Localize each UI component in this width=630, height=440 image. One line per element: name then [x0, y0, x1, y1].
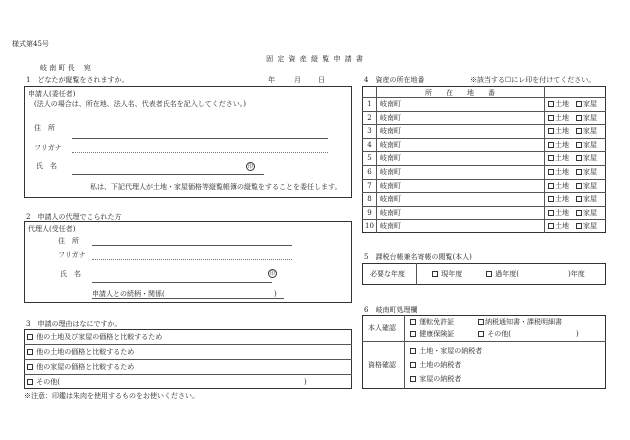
applicant-name-field[interactable]: [72, 174, 264, 175]
applicant-name-label: 氏 名: [36, 162, 57, 170]
reason-option-3[interactable]: [27, 363, 134, 371]
land-checkbox-option[interactable]: [548, 100, 569, 108]
identity-option-other[interactable]: [478, 330, 511, 338]
section1-heading: 1 どなたが縦覧をされますか。: [26, 76, 129, 84]
land-label: 土地: [555, 154, 569, 163]
table-row-divider: [362, 124, 606, 125]
land-label: 土地: [555, 195, 569, 204]
agent-furigana-field[interactable]: [92, 259, 292, 260]
seal-note: ※注意：印鑑は朱肉を使用するものをお使いください。: [24, 392, 199, 400]
applicant-furigana-field[interactable]: [72, 152, 328, 153]
checkbox-icon[interactable]: [548, 128, 554, 134]
house-label: 家屋: [583, 222, 597, 231]
house-label: 家屋: [583, 181, 597, 190]
house-label: 家屋: [583, 208, 597, 217]
addressee: 岐 南 町 長 宛: [40, 64, 91, 72]
qualification-option-label: 土地・家屋の納税者: [419, 347, 483, 355]
reason-divider: [24, 359, 352, 360]
identity-option-label: 運転免許証: [419, 318, 455, 326]
table-row-divider: [362, 179, 606, 180]
checkbox-icon[interactable]: [576, 115, 582, 121]
land-label: 土地: [555, 113, 569, 122]
agent-seal-icon: 印: [269, 271, 275, 277]
identity-label: 本人確認: [368, 324, 396, 332]
applicant-label: 申請人(委任者): [28, 90, 76, 98]
agent-label: 代理人(受任者): [28, 225, 76, 233]
land-label: 土地: [555, 127, 569, 136]
checkbox-icon[interactable]: [548, 169, 554, 175]
check-note: ※該当する☐にレ印を付けてください。: [470, 76, 596, 84]
checkbox-icon[interactable]: [410, 319, 416, 325]
house-checkbox-option[interactable]: [576, 127, 597, 135]
qualification-option-label: 家屋の納税者: [419, 375, 462, 383]
checkbox-icon[interactable]: [548, 101, 554, 107]
table-row-divider: [362, 151, 606, 152]
table-row-divider: [362, 219, 606, 220]
qualification-option-both[interactable]: [410, 347, 482, 355]
relation-close: ): [274, 290, 277, 298]
house-checkbox-option[interactable]: [576, 141, 597, 149]
land-label: 土地: [555, 140, 569, 149]
table-row-location: 岐南町: [380, 181, 401, 190]
house-checkbox-option[interactable]: [576, 222, 597, 230]
table-row-location: 岐南町: [380, 222, 401, 231]
identity-option-license[interactable]: [410, 318, 454, 326]
table-row-divider: [362, 138, 606, 139]
identity-option-label: その他(: [487, 330, 511, 338]
qualification-option-label: 土地の納税者: [419, 361, 462, 369]
agent-name-label: 氏 名: [60, 270, 81, 278]
section5-heading: 5 課税台帳兼名寄帳の閲覧(本人): [364, 253, 472, 261]
checkbox-icon[interactable]: [410, 362, 416, 368]
table-row-number: 2: [367, 113, 372, 122]
house-label: 家屋: [583, 195, 597, 204]
table-divider: [376, 86, 377, 233]
section3-heading: 3 申請の理由はなにですか。: [26, 320, 122, 328]
land-label: 土地: [555, 181, 569, 190]
applicant-address-label: 住 所: [34, 124, 55, 132]
table-row-number: 6: [367, 168, 372, 176]
checkbox-icon[interactable]: [548, 196, 554, 202]
checkbox-icon[interactable]: [548, 142, 554, 148]
house-label: 家屋: [583, 154, 597, 163]
qualification-option-land[interactable]: [410, 361, 461, 369]
delegation-statement: 私は、下記代理人が土地・家屋価格等縦覧帳簿の縦覧をすることを委任します。: [90, 183, 342, 191]
checkbox-icon[interactable]: [576, 128, 582, 134]
house-checkbox-option[interactable]: [576, 154, 597, 162]
land-checkbox-option[interactable]: [548, 168, 569, 176]
table-row-number: 4: [367, 140, 372, 149]
house-checkbox-option[interactable]: [576, 182, 597, 190]
agent-address-label: 住 所: [58, 237, 79, 245]
checkbox-icon[interactable]: [410, 376, 416, 382]
identity-option-label: 納税通知書・課税明細書: [485, 318, 562, 326]
relation-field[interactable]: [92, 298, 284, 299]
reason-other-close: ): [304, 378, 307, 386]
agent-address-field[interactable]: [92, 245, 292, 246]
section6-heading: 6 岐南町処理欄: [364, 306, 418, 314]
table-row-location: 岐南町: [380, 208, 401, 217]
land-checkbox-option[interactable]: [548, 209, 569, 217]
checkbox-icon[interactable]: [548, 115, 554, 121]
table-row-location: 岐南町: [380, 113, 401, 122]
form-number: 様式第45号: [12, 40, 49, 48]
house-label: 家屋: [583, 127, 597, 136]
house-checkbox-option[interactable]: [576, 195, 597, 203]
qualification-option-house[interactable]: [410, 375, 461, 383]
table-row-number: 10: [365, 222, 374, 231]
reason-option-label: 他の土地及び家屋の価格と比較するため: [36, 333, 163, 341]
land-checkbox-option[interactable]: [548, 141, 569, 149]
checkbox-icon[interactable]: [576, 101, 582, 107]
applicant-seal-icon: 印: [247, 164, 253, 170]
checkbox-icon[interactable]: [576, 155, 582, 161]
checkbox-icon[interactable]: [27, 334, 33, 340]
table-row-location: 岐南町: [380, 127, 401, 136]
past-year-label: 過年度(: [495, 270, 519, 278]
reason-option-label: その他(: [36, 378, 60, 386]
reason-divider: [24, 374, 352, 375]
table-row-divider: [362, 165, 606, 166]
agent-name-field[interactable]: [92, 282, 272, 283]
reason-option-1[interactable]: [27, 333, 162, 341]
year-label: 必要な年度: [370, 270, 405, 278]
land-checkbox-option[interactable]: [548, 195, 569, 203]
applicant-instruction: (法人の場合は、所在地、法人名、代表者氏名を記入してください。): [34, 100, 246, 108]
checkbox-icon[interactable]: [478, 319, 484, 325]
checkbox-icon[interactable]: [576, 169, 582, 175]
land-checkbox-option[interactable]: [548, 182, 569, 190]
table-row-number: 9: [367, 208, 372, 217]
date-day-label: 日: [318, 76, 325, 84]
house-label: 家屋: [583, 140, 597, 149]
current-year-label: 現年度: [441, 270, 463, 278]
land-checkbox-option[interactable]: [548, 154, 569, 162]
table-row-number: 3: [367, 127, 372, 136]
land-checkbox-option[interactable]: [548, 127, 569, 135]
table-row-number: 1: [367, 100, 372, 108]
checkbox-icon[interactable]: [576, 223, 582, 229]
agent-furigana-label: フリガナ: [58, 251, 86, 259]
date-year-label: 年: [268, 76, 275, 84]
checkbox-icon[interactable]: [548, 223, 554, 229]
house-checkbox-option[interactable]: [576, 100, 597, 108]
table-row-number: 5: [367, 154, 372, 163]
house-checkbox-option[interactable]: [576, 114, 597, 122]
table-row-number: 7: [367, 181, 372, 190]
reason-option-label: 他の家屋の価格と比較するため: [36, 363, 135, 371]
applicant-address-field[interactable]: [72, 138, 328, 139]
checkbox-icon[interactable]: [576, 142, 582, 148]
qualification-label: 資格確認: [368, 361, 396, 369]
house-label: 家屋: [583, 113, 597, 122]
checkbox-icon[interactable]: [548, 155, 554, 161]
table-row-divider: [362, 97, 606, 98]
checkbox-icon[interactable]: [432, 271, 438, 277]
applicant-furigana-label: フリガナ: [34, 144, 62, 152]
checkbox-icon[interactable]: [478, 331, 484, 337]
identity-other-close: ): [576, 330, 579, 338]
table-row-location: 岐南町: [380, 140, 401, 149]
land-checkbox-option[interactable]: [548, 114, 569, 122]
past-year-close: )年度: [568, 270, 585, 278]
past-year-option[interactable]: [486, 270, 519, 278]
table-row-location: 岐南町: [380, 154, 401, 163]
land-label: 土地: [555, 168, 569, 176]
reason-option-2[interactable]: [27, 348, 134, 356]
section2-heading: 2 申請人の代理でこられた方: [26, 213, 122, 221]
section4-heading: 4 資産の所在地番: [364, 76, 425, 84]
identity-option-tax-notice[interactable]: [478, 318, 562, 326]
form-title: 固 定 資 産 縦 覧 申 請 書: [266, 55, 364, 63]
house-checkbox-option[interactable]: [576, 209, 597, 217]
checkbox-icon[interactable]: [27, 364, 33, 370]
checkbox-icon[interactable]: [548, 183, 554, 189]
table-row-location: 岐南町: [380, 195, 401, 204]
reason-option-other[interactable]: [27, 378, 60, 386]
land-label: 土地: [555, 208, 569, 217]
date-month-label: 月: [294, 76, 301, 84]
checkbox-icon[interactable]: [27, 349, 33, 355]
checkbox-icon[interactable]: [410, 331, 416, 337]
land-label: 土地: [555, 222, 569, 231]
property-column-header: 所 在 地 番: [425, 89, 495, 97]
checkbox-icon[interactable]: [576, 210, 582, 216]
table-row-divider: [362, 111, 606, 112]
table-row-divider: [362, 206, 606, 207]
table-divider: [544, 86, 545, 233]
land-checkbox-option[interactable]: [548, 222, 569, 230]
land-label: 土地: [555, 100, 569, 108]
table-divider: [416, 263, 417, 285]
house-label: 家屋: [583, 100, 597, 108]
reason-divider: [24, 344, 352, 345]
table-row-divider: [362, 192, 606, 193]
checkbox-icon[interactable]: [410, 348, 416, 354]
reason-option-label: 他の土地の価格と比較するため: [36, 348, 135, 356]
relation-label: 申請人との続柄・関係(: [92, 290, 165, 298]
table-divider: [362, 341, 606, 342]
checkbox-icon[interactable]: [27, 379, 33, 385]
checkbox-icon[interactable]: [486, 271, 492, 277]
current-year-option[interactable]: [432, 270, 462, 278]
checkbox-icon[interactable]: [548, 210, 554, 216]
house-checkbox-option[interactable]: [576, 168, 597, 176]
table-row-location: 岐南町: [380, 168, 401, 176]
house-label: 家屋: [583, 168, 597, 176]
table-row-location: 岐南町: [380, 100, 401, 108]
table-divider: [404, 315, 405, 389]
identity-option-label: 健康保険証: [419, 330, 455, 338]
table-row-number: 8: [367, 195, 372, 204]
identity-option-insurance[interactable]: [410, 330, 454, 338]
checkbox-icon[interactable]: [576, 196, 582, 202]
checkbox-icon[interactable]: [576, 183, 582, 189]
